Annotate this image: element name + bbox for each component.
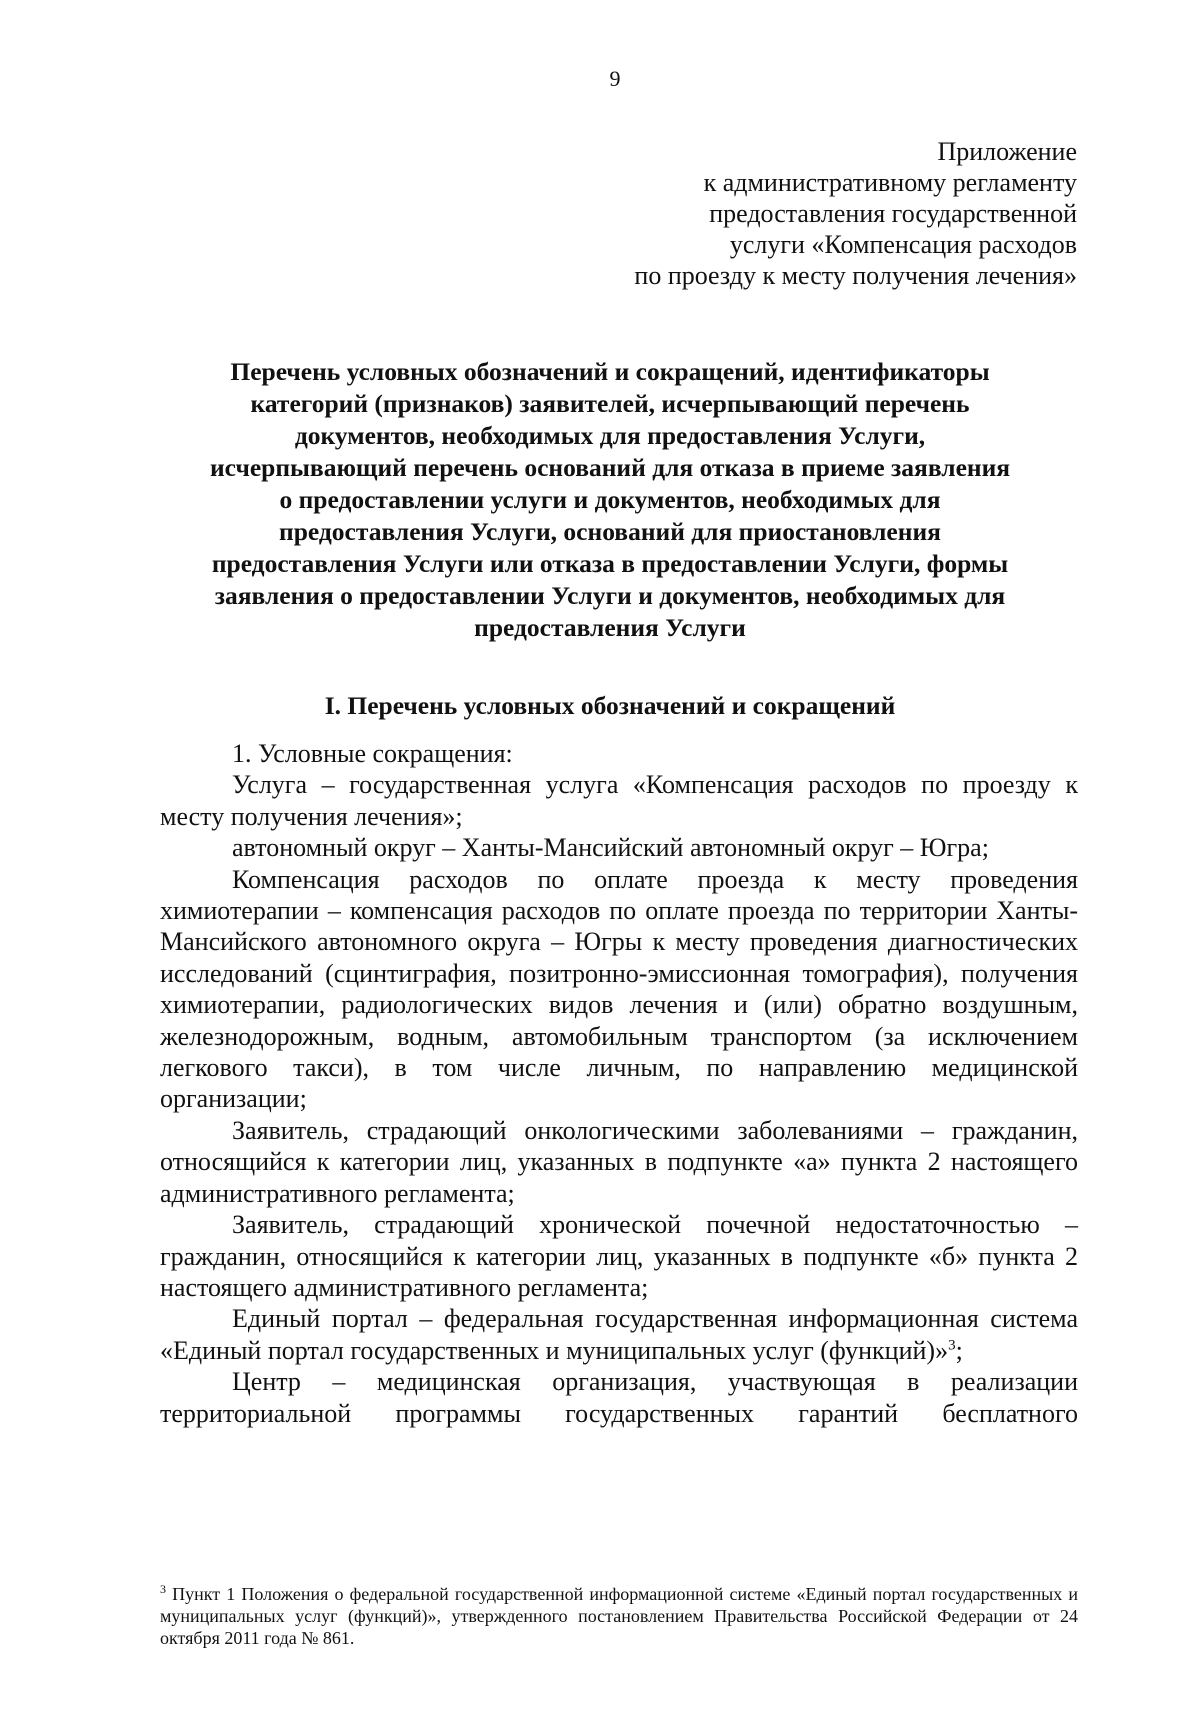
title-line: предоставления Услуги или отказа в предоставлении Услуги, формы <box>211 549 1009 578</box>
title-line: о предоставлении услуги и документов, необходимых для <box>279 485 941 514</box>
paragraph: 1. Условные сокращения: <box>232 739 513 768</box>
annex-header <box>457 136 1077 291</box>
paragraph-punctuation: ; <box>955 1335 963 1365</box>
title-line: предоставления Услуги, оснований для приостановления <box>279 517 941 546</box>
title-line: категорий (признаков) заявителей, исчерпывающий перечень <box>250 389 970 418</box>
paragraph: Заявитель, страдающий онкологическими заболеваниями – гражданин, относящийся к категории лиц, указанных в подпункте «а» пункта 2 настоящего административного регламента; <box>160 1115 1078 1208</box>
title-line: Перечень условных обозначений и сокращений, идентификаторы <box>230 357 990 386</box>
paragraph <box>160 1303 1078 1366</box>
annex-line: Приложение <box>937 137 1077 166</box>
annex-line: услуги «Компенсация расходов <box>729 230 1077 259</box>
title-line: заявления о предоставлении Услуги и документов, необходимых для <box>214 581 1006 610</box>
body-text <box>160 738 1078 1429</box>
title-line: исчерпывающий перечень оснований для отказа в приеме заявления <box>209 453 1011 482</box>
title-line: документов, необходимых для предоставления Услуги, <box>294 421 926 450</box>
page-number: 9 <box>609 66 621 91</box>
paragraph: Заявитель, страдающий хронической почечной недостаточностью – гражданин, относящийся к категории лиц, указанных в подпункте «б» пункта 2 настоящего административного регламента; <box>160 1210 1078 1302</box>
footnote-text: Пункт 1 Положения о федеральной государственной информационной системе «Единый портал государственных и муниципальных услуг (функций)», утвержденного постановлением Правительства Российской Федерации от 24 октября 2011 года № 861. <box>160 1584 1078 1648</box>
paragraph: Компенсация расходов по оплате проезда к месту проведения химиотерапии – компенсация расходов по оплате проезда по территории Ханты-Мансийского автономного округа – Югры к месту проведения диагностических исследований (сцинтиграфия, позитронно-эмиссионная томография), получения химиотерапии, радиологических видов лечения и (или) обратно воздушным, железнодорожным, водным, автомобильным транспортом (за исключением легкового такси), в том числе личным, по направлению медицинской организации; <box>160 864 1078 1114</box>
footnote <box>160 1583 1078 1649</box>
footnote-marker: 3 <box>160 1582 166 1596</box>
section-heading: I. Перечень условных обозначений и сокращений <box>324 691 896 720</box>
paragraph-text: Единый портал – федеральная государственная информационная система «Единый портал государственных и муниципальных услуг (функций)» <box>160 1304 1078 1365</box>
paragraph: Центр – медицинская организация, участвующая в реализации территориальной программы государственных гарантий бесплатного <box>160 1367 1078 1428</box>
annex-line: к административному регламенту <box>703 168 1077 197</box>
footnote-reference[interactable]: 3 <box>948 1337 956 1354</box>
title-line: предоставления Услуги <box>474 613 746 642</box>
paragraph: автономный округ – Ханты-Мансийский автономный округ – Югра; <box>232 833 989 863</box>
paragraph: Услуга – государственная услуга «Компенсация расходов по проезду к месту получения лечения»; <box>160 770 1078 831</box>
document-title <box>150 356 1070 644</box>
scan-artifact <box>440 8 680 38</box>
annex-line: по проезду к месту получения лечения» <box>634 261 1077 290</box>
annex-line: предоставления государственной <box>709 199 1077 228</box>
